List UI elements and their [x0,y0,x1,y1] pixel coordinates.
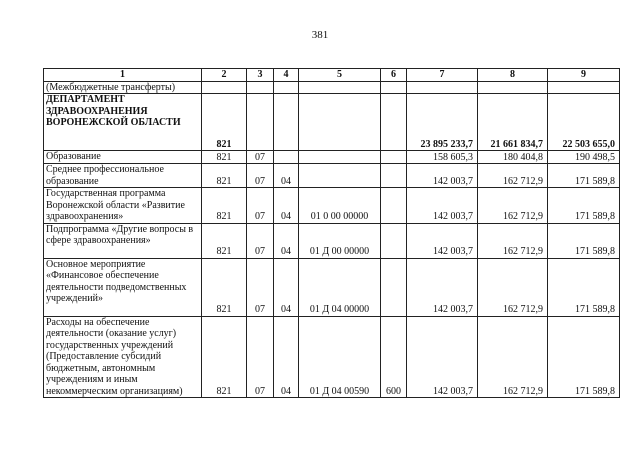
target-article-cell [299,151,381,164]
column-header: 2 [202,69,247,82]
expense-type-cell [381,188,407,224]
code-cell: 821 [202,164,247,188]
row-name: Расходы на обеспечение деятельности (оказание услуг) государственных учреждений (Предоставление субсидий бюджетным, автономным учреждениям и иным некоммерческим организациям) [44,316,202,398]
target-article-cell: 01 Д 04 00590 [299,316,381,398]
subsection-cell: 04 [274,223,299,258]
subsection-cell [274,81,299,94]
expense-type-cell: 600 [381,316,407,398]
amount-cell: 158 605,3 [407,151,478,164]
subsection-cell [274,151,299,164]
expense-type-cell [381,164,407,188]
budget-table [43,68,620,398]
code-cell: 821 [202,188,247,224]
column-header: 8 [478,69,548,82]
code-cell [202,81,247,94]
column-header: 5 [299,69,381,82]
table-row [44,188,620,224]
code-cell: 821 [202,316,247,398]
page-number: 381 [311,29,329,41]
column-header: 4 [274,69,299,82]
amount-cell: 171 589,8 [548,223,620,258]
section-cell: 07 [247,188,274,224]
target-article-cell [299,164,381,188]
section-cell: 07 [247,258,274,316]
table-body [44,69,620,398]
subsection-cell: 04 [274,188,299,224]
amount-cell: 22 503 655,0 [548,94,620,151]
column-header: 6 [381,69,407,82]
amount-cell: 162 712,9 [478,223,548,258]
column-header: 7 [407,69,478,82]
amount-cell: 162 712,9 [478,188,548,224]
expense-type-cell [381,94,407,151]
amount-cell: 142 003,7 [407,164,478,188]
table-row [44,81,620,94]
target-article-cell: 01 Д 04 00000 [299,258,381,316]
subsection-cell [274,94,299,151]
amount-cell: 171 589,8 [548,316,620,398]
row-name: Образование [44,151,202,164]
table-row [44,223,620,258]
amount-cell: 190 498,5 [548,151,620,164]
subsection-cell: 04 [274,316,299,398]
amount-cell: 171 589,8 [548,188,620,224]
column-header: 1 [44,69,202,82]
row-name: (Межбюджетные трансферты) [44,81,202,94]
amount-cell: 162 712,9 [478,316,548,398]
table-row [44,164,620,188]
amount-cell: 142 003,7 [407,188,478,224]
section-cell: 07 [247,164,274,188]
code-cell: 821 [202,94,247,151]
subsection-cell: 04 [274,164,299,188]
target-article-cell [299,94,381,151]
amount-cell [407,81,478,94]
table-row [44,151,620,164]
row-name: Подпрограмма «Другие вопросы в сфере здравоохранения» [44,223,202,258]
amount-cell: 162 712,9 [478,164,548,188]
amount-cell: 180 404,8 [478,151,548,164]
row-name: ДЕПАРТАМЕНТ ЗДРАВООХРАНЕНИЯ ВОРОНЕЖСКОЙ ОБЛАСТИ [44,94,202,151]
amount-cell [478,81,548,94]
table-row [44,258,620,316]
expense-type-cell [381,151,407,164]
amount-cell: 21 661 834,7 [478,94,548,151]
amount-cell: 142 003,7 [407,258,478,316]
code-cell: 821 [202,223,247,258]
amount-cell: 23 895 233,7 [407,94,478,151]
table-row [44,316,620,398]
target-article-cell: 01 Д 00 00000 [299,223,381,258]
column-header: 3 [247,69,274,82]
row-name: Среднее профессиональное образование [44,164,202,188]
section-cell [247,94,274,151]
amount-cell: 162 712,9 [478,258,548,316]
code-cell: 821 [202,151,247,164]
target-article-cell [299,81,381,94]
row-name: Государственная программа Воронежской области «Развитие здравоохранения» [44,188,202,224]
header-row [44,69,620,82]
section-cell: 07 [247,223,274,258]
amount-cell: 171 589,8 [548,258,620,316]
code-cell: 821 [202,258,247,316]
amount-cell: 142 003,7 [407,223,478,258]
expense-type-cell [381,223,407,258]
amount-cell: 142 003,7 [407,316,478,398]
expense-type-cell [381,258,407,316]
section-cell: 07 [247,316,274,398]
amount-cell [548,81,620,94]
amount-cell: 171 589,8 [548,164,620,188]
table-row [44,94,620,151]
row-name: Основное мероприятие «Финансовое обеспечение деятельности подведомственных учреждений» [44,258,202,316]
target-article-cell: 01 0 00 00000 [299,188,381,224]
subsection-cell: 04 [274,258,299,316]
section-cell: 07 [247,151,274,164]
section-cell [247,81,274,94]
expense-type-cell [381,81,407,94]
column-header: 9 [548,69,620,82]
